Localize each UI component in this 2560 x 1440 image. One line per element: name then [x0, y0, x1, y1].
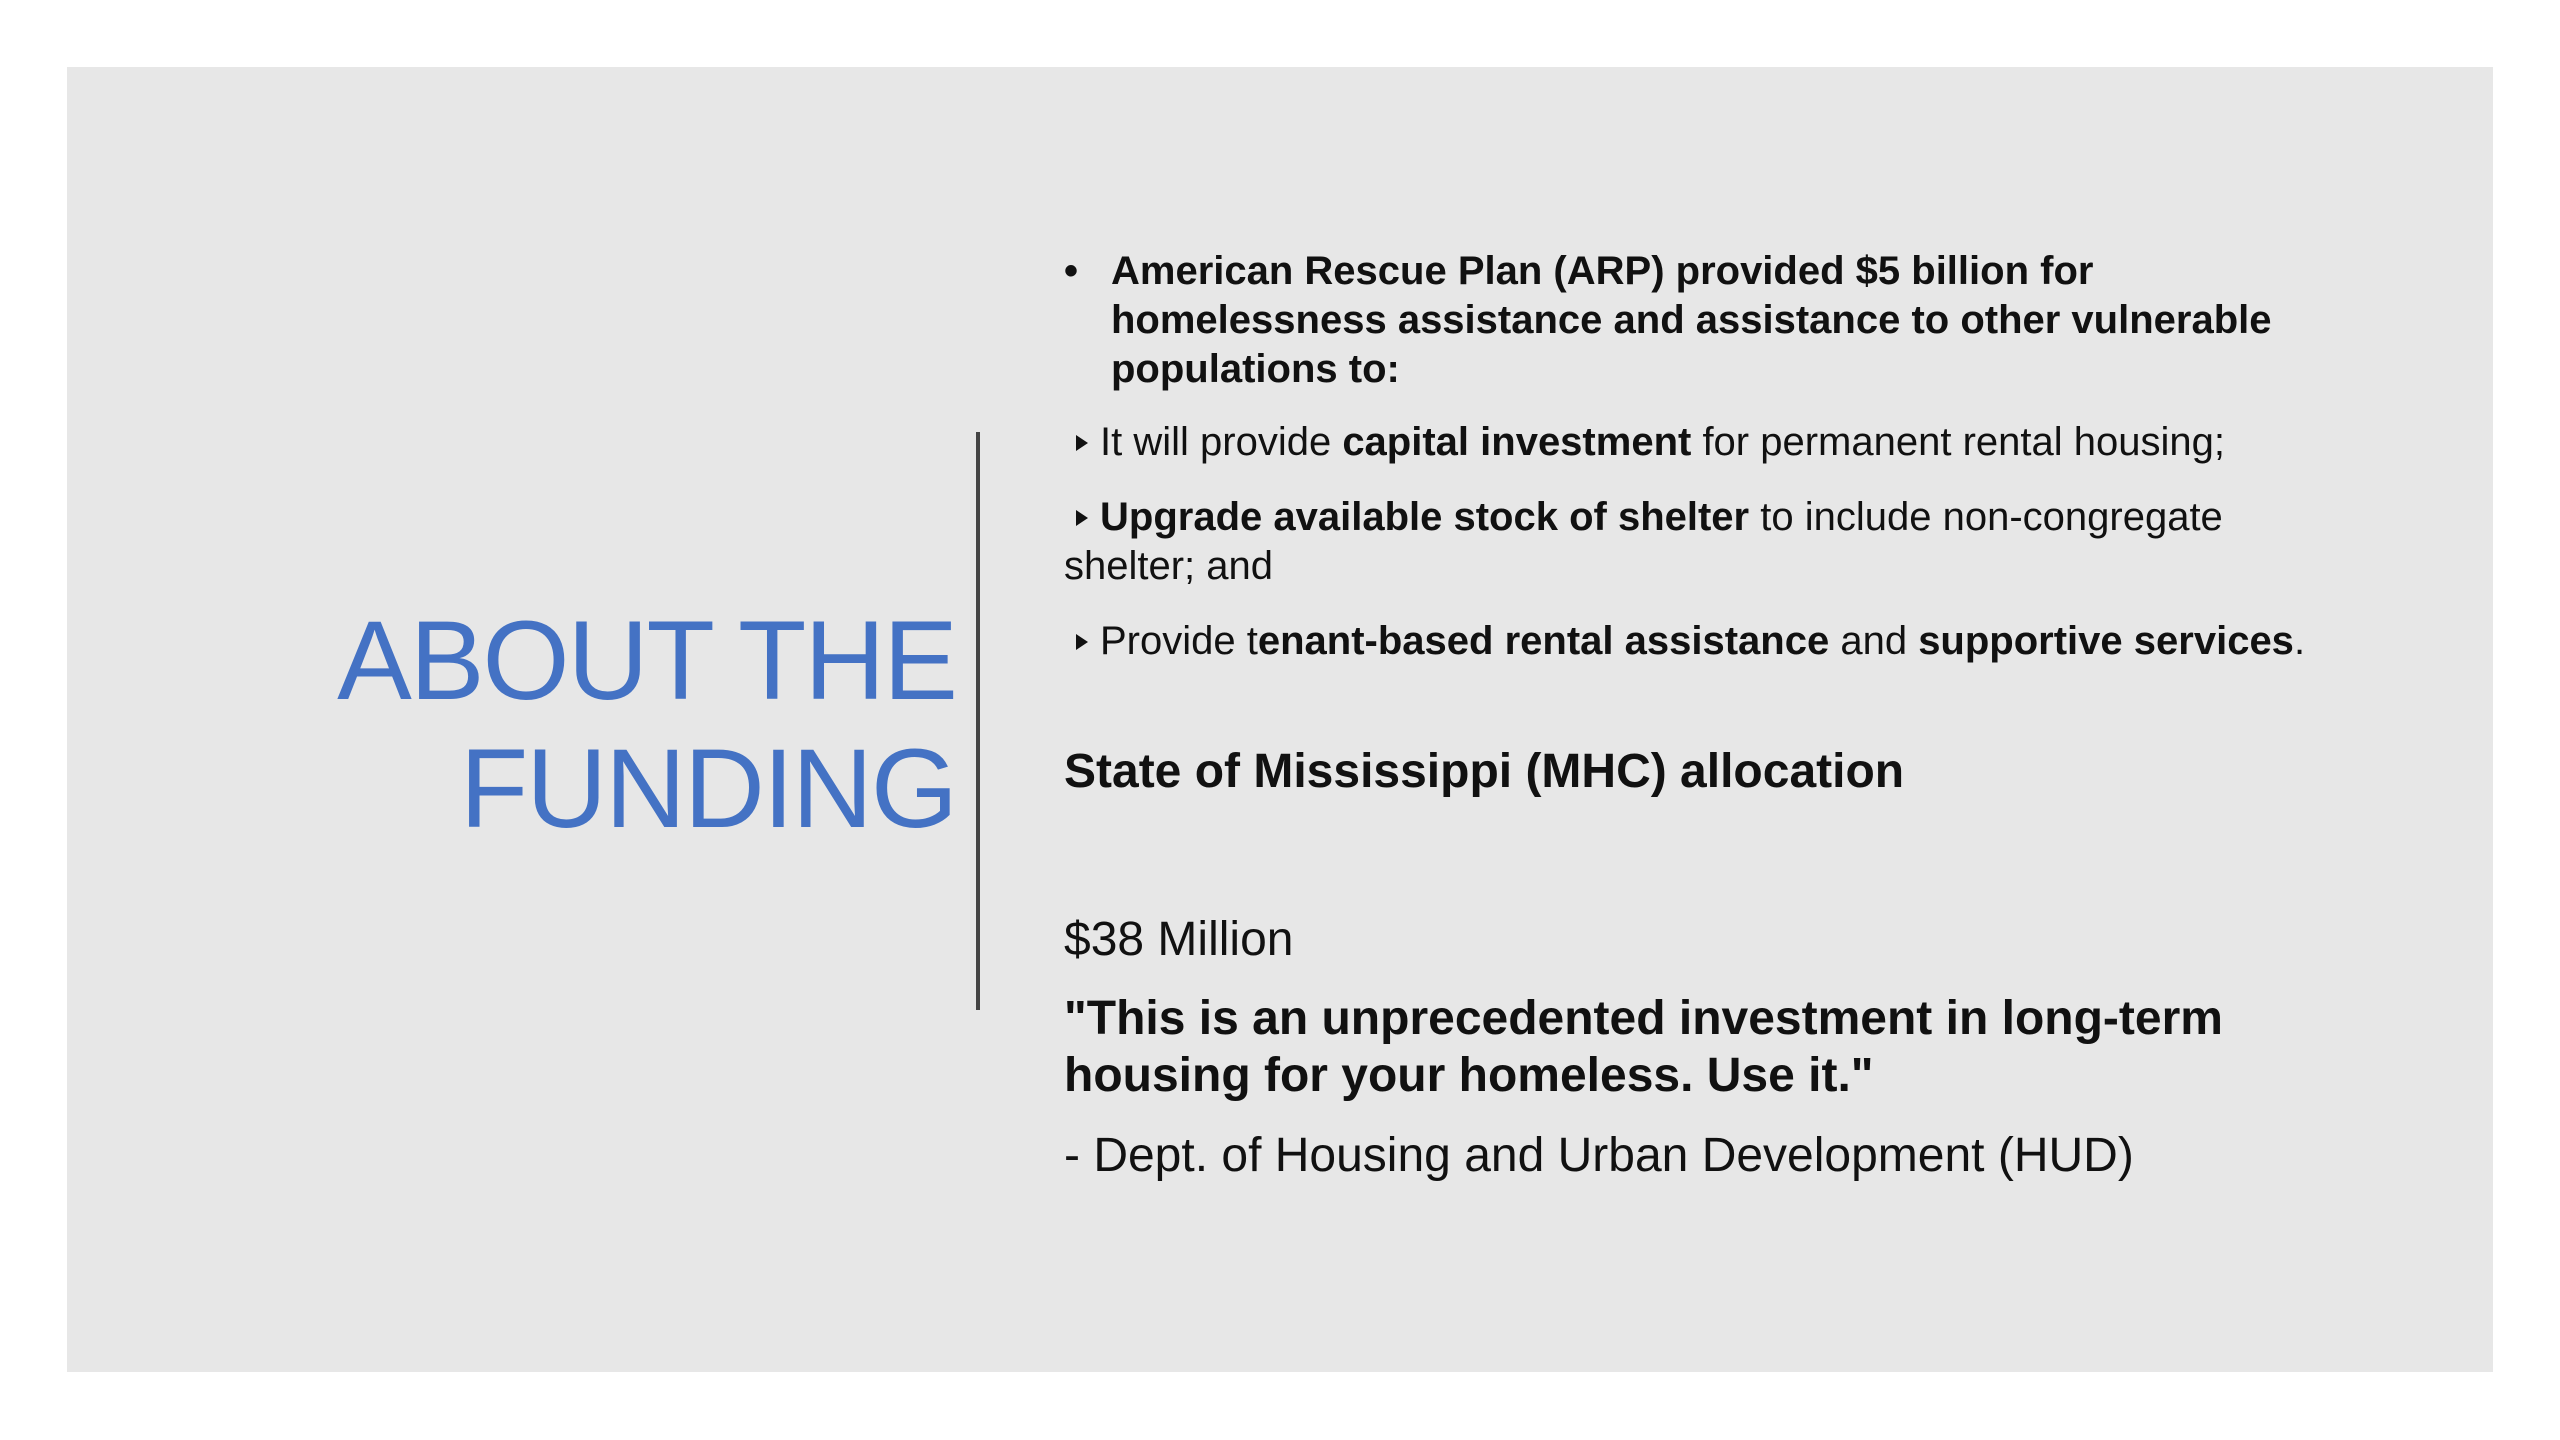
sub-bullet-bold: Upgrade available stock of shelter [1100, 495, 1750, 539]
sub-bullet-post: to include non-congregate shelter; and [1064, 495, 2223, 588]
sub-bullet-bold: capital investment [1342, 420, 1692, 464]
hud-quote: "This is an unprecedented investment in long-term housing for your homeless. Use it." [1064, 992, 2223, 1102]
triangle-bullet-icon [1076, 435, 1088, 451]
sub-bullet-pre: Provide t [1100, 619, 1258, 663]
sub-bullet-capital-investment [1064, 418, 2364, 467]
allocation-amount: $38 Million [1064, 913, 1294, 966]
vertical-divider [976, 432, 980, 1010]
sub-bullet-pre: It will provide [1100, 420, 1343, 464]
slide [67, 67, 2493, 1372]
main-bullet-text: American Rescue Plan (ARP) provided $5 billion for homelessness assistance and assistance to other vulnerable populations to: [1111, 249, 2272, 391]
content-body [1064, 247, 2364, 1184]
sub-bullet-mid: and [1829, 619, 1919, 663]
state-allocation-heading: State of Mississippi (MHC) allocation [1064, 745, 1905, 798]
sub-bullet-post: for permanent rental housing; [1691, 420, 2225, 464]
slide-title-line-2: FUNDING [459, 726, 956, 851]
sub-bullet-rental-assistance [1064, 617, 2364, 666]
sub-bullet-upgrade-shelter [1064, 493, 2364, 591]
triangle-bullet-icon [1076, 634, 1088, 650]
triangle-bullet-icon [1076, 510, 1088, 526]
main-bullet [1064, 247, 2364, 394]
sub-bullet-bold-2: supportive services [1918, 619, 2294, 663]
slide-title [256, 597, 956, 853]
sub-bullet-bold: enant-based rental assistance [1257, 619, 1830, 663]
slide-title-line-1: ABOUT THE [337, 598, 956, 723]
sub-bullet-post: . [2293, 619, 2306, 663]
bullet-marker: • [1064, 249, 1079, 293]
quote-attribution: - Dept. of Housing and Urban Development (HUD) [1064, 1129, 2134, 1182]
